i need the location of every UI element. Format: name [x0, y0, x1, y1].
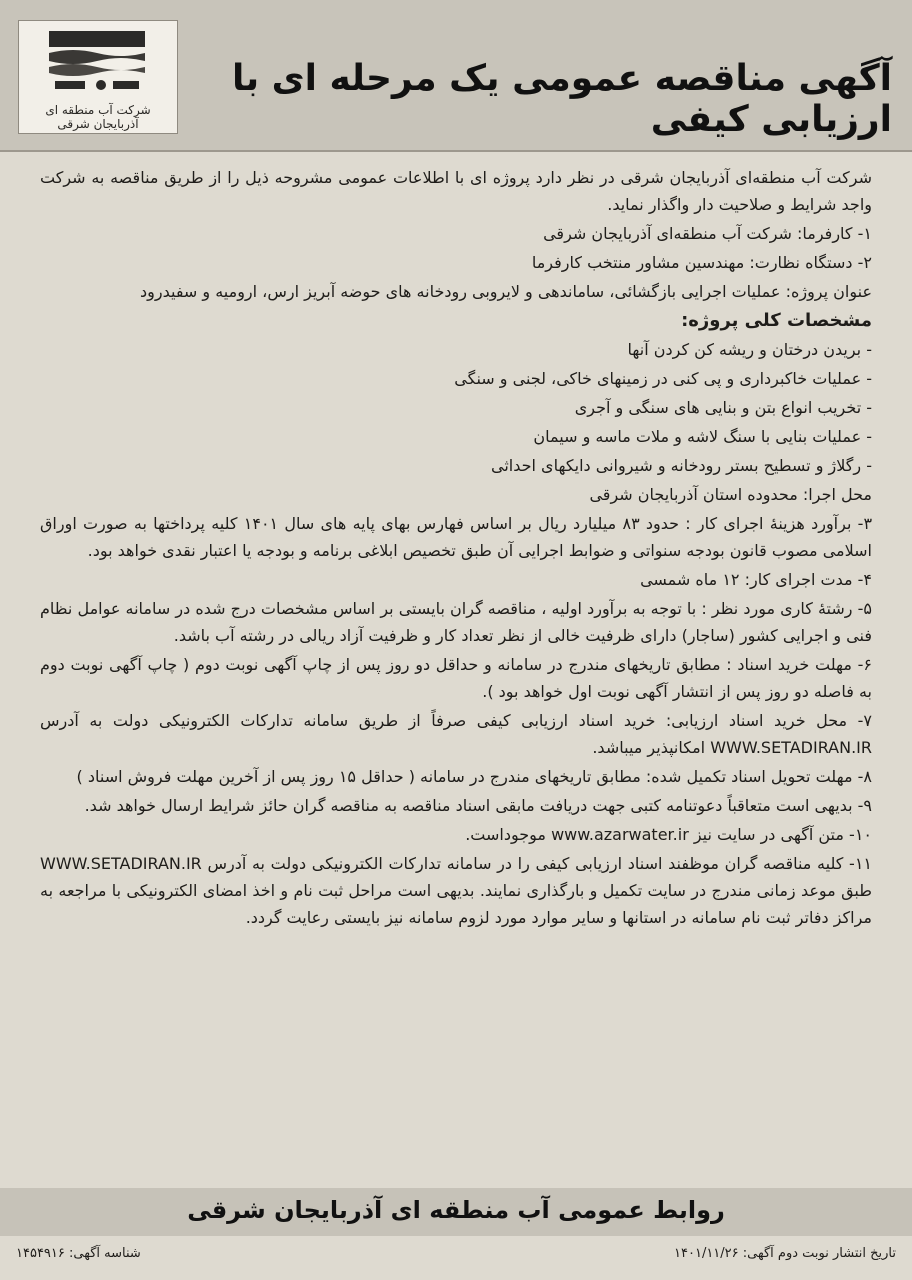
logo-caption: شرکت آب منطقه ای آذربایجان شرقی — [45, 103, 151, 131]
intro-paragraph: شرکت آب منطقه‌ای آذربایجان شرقی در نظر دارد پروژه ای با اطلاعات عمومی مشروحه ذیل را از طریق مناقصه به شرکت واجد شرایط و صلاحیت دار واگذار نماید. — [40, 168, 872, 214]
spec-bullet: - تخریب انواع بتن و بنایی های سنگی و آجری — [574, 398, 872, 417]
header-divider — [0, 150, 912, 152]
notice-body — [40, 164, 872, 933]
execution-location: محل اجرا: محدوده استان آذربایجان شرقی — [589, 485, 872, 504]
item-website: ۱۰- متن آگهی در سایت نیز www.azarwater.ir موجوداست. — [465, 825, 872, 844]
spec-bullet: - عملیات خاکبرداری و پی کنی در زمینهای خاکی، لجنی و سنگی — [454, 369, 872, 388]
item-registration: ۱۱- کلیه مناقصه گران موظفند اسناد ارزیابی کیفی را در سامانه تدارکات الکترونیکی دولت به آدرس WWW.SETADIRAN.IR طبق موعد زمانی مندرج در سایت تکمیل و بارگذاری نمایند. بدیهی است مراحل ثبت نام و اخذ امضای الکترونیکی با مراجعه به مراکز دفاتر ثبت نام سامانه در استانها و سایر موارد مورد لزوم سامانه نیز بایستی رعایت گردد. — [40, 854, 872, 927]
item-field: ۵- رشتهٔ کاری مورد نظر : با توجه به برآورد اولیه ، مناقصه گران بایستی بر اساس مشخصات درج شده در سامانه عوامل نظام فنی و اجرایی کشور (ساجار) دارای ظرفیت خالی از نظر تعداد کار و ظرفیت آزاد ریالی در رشته آب باشد. — [40, 599, 872, 645]
item-invitation: ۹- بدیهی است متعاقباً دعوتنامه کتبی جهت دریافت مابقی اسناد مناقصه به مناقصه گران حائز شرایط ارسال خواهد شد. — [84, 796, 872, 815]
project-title: عنوان پروژه: عملیات اجرایی بازگشائی، ساماندهی و لایروبی رودخانه های حوضه آبریز ارس، ارومیه و سفیدرود — [140, 282, 872, 301]
spec-bullet: - عملیات بنایی با سنگ لاشه و ملات ماسه و سیمان — [533, 427, 872, 446]
item-duration: ۴- مدت اجرای کار: ۱۲ ماه شمسی — [640, 570, 872, 589]
spec-bullet: - رگلاژ و تسطیح بستر رودخانه و شیروانی دایکهای احداثی — [490, 456, 872, 475]
item-purchase-place: ۷- محل خرید اسناد ارزیابی: خرید اسناد ارزیابی کیفی صرفاً از طریق سامانه تدارکات الکترونیکی دولت به آدرس WWW.SETADIRAN.IR امکانپذیر میباشد. — [40, 711, 872, 757]
item-supervisor: ۲- دستگاه نظارت: مهندسین مشاور منتخب کارفرما — [531, 253, 872, 272]
water-logo-icon — [49, 31, 145, 93]
footer-public-relations: روابط عمومی آب منطقه ای آذربایجان شرقی — [187, 1196, 725, 1224]
publish-date: تاریخ انتشار نوبت دوم آگهی: ۱۴۰۱/۱۱/۲۶ — [674, 1246, 896, 1261]
ad-id: شناسه آگهی: ۱۴۵۴۹۱۶ — [16, 1246, 141, 1261]
company-logo — [18, 20, 178, 134]
item-delivery-deadline: ۸- مهلت تحویل اسناد تکمیل شده: مطابق تاریخهای مندرج در سامانه ( حداقل ۱۵ روز پس از آخرین مهلت فروش اسناد ) — [76, 767, 872, 786]
item-cost-estimate: ۳- برآورد هزینهٔ اجرای کار : حدود ۸۳ میلیارد ریال بر اساس فهارس بهای پایه های سال ۱۴۰۱ کلیه پرداختها به صورت اوراق اسلامی مصوب قانون بودجه سنواتی و ضوابط اجرایی آن طبق تخصیص ابلاغی برنامه و بودجه یا اعتبار نقدی خواهد بود. — [40, 514, 873, 560]
item-purchase-deadline: ۶- مهلت خرید اسناد : مطابق تاریخهای مندرج در سامانه و حداقل دو روز پس از چاپ آگهی نوبت دوم ( چاپ آگهی نوبت دوم به فاصله دو روز پس از انتشار آگهی نوبت اول خواهد بود ). — [40, 655, 872, 701]
spec-bullet: - بریدن درختان و ریشه کن کردن آنها — [627, 340, 872, 359]
item-employer: ۱- کارفرما: شرکت آب منطقه‌ای آذربایجان شرقی — [543, 224, 872, 243]
notice-title: آگهی مناقصه عمومی یک مرحله ای با ارزیابی کیفی — [232, 58, 892, 140]
specs-heading: مشخصات کلی پروژه: — [681, 310, 872, 331]
